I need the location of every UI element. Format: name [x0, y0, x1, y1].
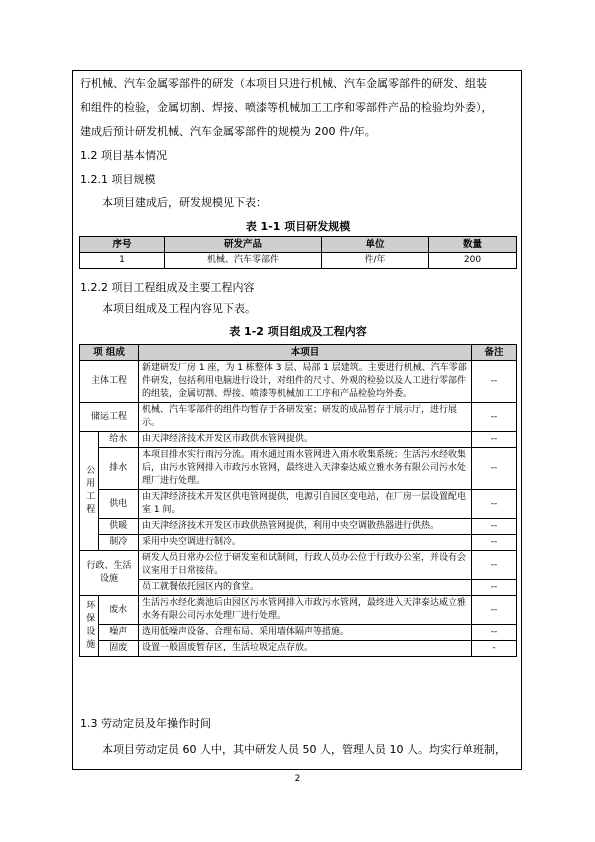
- cell-content: 新建研发厂房 1 座，为 1 栋整体 3 层、局部 1 层建筑。主要进行机械、汽车零部件研发，包括利用电脑进行设计，对组件的尺寸、外观的检验以及人工进行零部件的组装，金属切割、焊接、喷漆等机械加工工序和产品检验均外委。: [139, 361, 472, 403]
- cell-content: 员工就餐依托园区内的食堂。: [139, 580, 472, 596]
- cell-content: 机械、汽车零部件的组件均暂存于各研发室；研发的成品暂存于展示厅，进行展示。: [139, 403, 472, 432]
- table-row: [80, 448, 517, 490]
- cell-note: --: [472, 432, 517, 448]
- col-header-product: 研发产品: [165, 237, 322, 253]
- cell-content: 由天津经济技术开发区市政供水管网提供。: [139, 432, 472, 448]
- cell-note: --: [472, 625, 517, 641]
- cell-content: 本项目排水实行雨污分流。雨水通过雨水管网进入雨水收集系统；生活污水经收集后，由污水管网排入市政污水管网，最终进入天津泰达威立雅水务有限公司污水处理厂进行处理。: [139, 448, 472, 490]
- sub-label-wastewater: 废水: [98, 596, 138, 625]
- scale-table: [79, 236, 517, 269]
- table-row: [80, 519, 517, 535]
- table-row: [80, 490, 517, 519]
- cell-note: --: [472, 519, 517, 535]
- table-row: [80, 580, 517, 596]
- col-header-quantity: 数量: [429, 237, 517, 253]
- composition-table: [79, 344, 517, 657]
- sub-label-heating: 供暖: [98, 519, 138, 535]
- section-heading-1-2-1: 1.2.1 项目规模: [80, 173, 156, 186]
- row-label-main: 主体工程: [80, 361, 139, 403]
- table-header-row: [80, 237, 517, 253]
- cell-content: 由天津经济技术开发区市政供热管网提供，利用中央空调散热器进行供热。: [139, 519, 472, 535]
- table-row: [80, 535, 517, 551]
- table-row: [80, 641, 517, 657]
- intro-paragraph: [80, 72, 516, 144]
- cell-note: --: [472, 490, 517, 519]
- sub-label-noise: 噪声: [98, 625, 138, 641]
- table-row: [80, 625, 517, 641]
- cell-note: --: [472, 551, 517, 580]
- cell-note: --: [472, 403, 517, 432]
- cell-content: 采用中央空调进行制冷。: [139, 535, 472, 551]
- col-header-index: 序号: [80, 237, 165, 253]
- table-row: [80, 253, 517, 269]
- table-row: [80, 551, 517, 580]
- staff-paragraph: 本项目劳动定员 60 人中，其中研发人员 50 人，管理人员 10 人。均实行单班制，: [102, 743, 506, 756]
- cell-note: --: [472, 448, 517, 490]
- cell-note: --: [472, 596, 517, 625]
- sub-label-power: 供电: [98, 490, 138, 519]
- col-header-component: 项 组成: [80, 345, 139, 361]
- row-label-public: 公用工程: [80, 432, 99, 551]
- sub-label-solid-waste: 固废: [98, 641, 138, 657]
- section-heading-1-3: 1.3 劳动定员及年操作时间: [80, 717, 211, 730]
- row-label-admin: 行政、生活设施: [80, 551, 139, 596]
- section-heading-1-2: 1.2 项目基本情况: [80, 149, 167, 162]
- page-number: 2: [294, 774, 301, 784]
- sub-label-water-supply: 给水: [98, 432, 138, 448]
- sub-label-cooling: 制冷: [98, 535, 138, 551]
- cell-content: 选用低噪声设备、合理布局、采用墙体隔声等措施。: [139, 625, 472, 641]
- cell-product: 机械、汽车零部件: [165, 253, 322, 269]
- intro-line-3: 建成后预计研发机械、汽车金属零部件的规模为 200 件/年。: [80, 125, 376, 138]
- cell-note: --: [472, 535, 517, 551]
- cell-index: 1: [80, 253, 165, 269]
- col-header-content: 本项目: [139, 345, 472, 361]
- intro-line-1: 行机械、汽车金属零部件的研发（本项目只进行机械、汽车金属零部件的研发、组装: [80, 77, 487, 90]
- cell-unit: 件/年: [322, 253, 429, 269]
- col-header-unit: 单位: [322, 237, 429, 253]
- cell-note: --: [472, 580, 517, 596]
- cell-content: 生活污水经化粪池后由园区污水管网排入市政污水管网，最终进入天津泰达威立雅水务有限公司污水处理厂进行处理。: [139, 596, 472, 625]
- cell-content: 研发人员日常办公位于研发室和试制间，行政人员办公位于行政办公室，并设有会议室用于日常接待。: [139, 551, 472, 580]
- table-row: [80, 403, 517, 432]
- row-label-storage: 储运工程: [80, 403, 139, 432]
- cell-note: --: [472, 361, 517, 403]
- table-row: [80, 596, 517, 625]
- cell-content: 由天津经济技术开发区供电管网提供，电源引自园区变电站，在厂房一层设置配电室 1 间。: [139, 490, 472, 519]
- table1-caption: 表 1-1 项目研发规模: [245, 220, 351, 233]
- cell-content: 设置一般固废暂存区，生活垃圾定点存放。: [139, 641, 472, 657]
- scale-paragraph: 本项目建成后，研发规模见下表：: [102, 196, 267, 209]
- sub-label-drainage: 排水: [98, 448, 138, 490]
- cell-quantity: 200: [429, 253, 517, 269]
- composition-paragraph: 本项目组成及工程内容见下表。: [102, 302, 256, 315]
- intro-line-2: 和组件的检验，金属切割、焊接、喷漆等机械加工工序和零部件产品的检验均外委），: [80, 101, 493, 114]
- table2-caption: 表 1-2 项目组成及工程内容: [229, 325, 367, 338]
- row-label-env: 环保设施: [80, 596, 99, 657]
- table-row: [80, 432, 517, 448]
- col-header-note: 备注: [472, 345, 517, 361]
- table-row: [80, 361, 517, 403]
- table-header-row: [80, 345, 517, 361]
- section-heading-1-2-2: 1.2.2 项目工程组成及主要工程内容: [80, 281, 255, 294]
- cell-note: -: [472, 641, 517, 657]
